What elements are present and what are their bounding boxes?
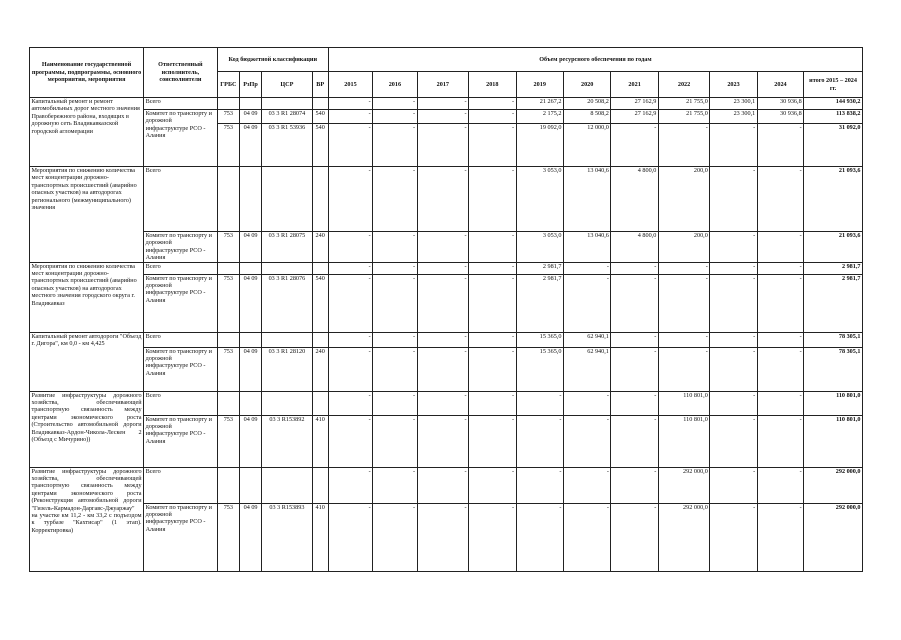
row-total: 78 305,1 [804, 332, 863, 347]
resource-allocation-table [29, 47, 863, 572]
year-value-2017: - [417, 98, 468, 110]
year-value-2019: 2 981,7 [516, 274, 563, 332]
activity-name: Капитальный ремонт и ремонт автомобильных дорог местного значения Правобережного района, входящих в дорожную сеть Владикавказской городской агломерации [30, 98, 144, 167]
rzpr-code [239, 98, 261, 110]
vr-code [312, 167, 328, 232]
rzpr-code: 04 09 [239, 415, 261, 467]
header-total: итого 2015 – 2024 гг. [804, 72, 863, 98]
rzpr-code [239, 332, 261, 347]
grbs-code [217, 98, 239, 110]
year-value-2017: - [417, 332, 468, 347]
grbs-code [217, 332, 239, 347]
year-value-2024: - [757, 503, 803, 571]
year-value-2019: 21 267,2 [516, 98, 563, 110]
year-value-2024: - [757, 274, 803, 332]
year-value-2019: - [516, 503, 563, 571]
grbs-code: 753 [217, 232, 239, 263]
csr-code: 03 3 R1 28074 [262, 110, 312, 124]
year-value-2017: - [417, 110, 468, 124]
executor-name: Комитет по транспорту и дорожной инфраструктуре РСО - Алания [144, 232, 218, 263]
table-row [30, 167, 863, 232]
vr-code: 240 [312, 347, 328, 391]
header-executor-column: Ответственный исполнитель, соисполнители [144, 48, 218, 98]
year-value-2024: - [757, 167, 803, 232]
year-value-2021: 27 162,9 [611, 110, 658, 124]
year-value-2021: - [611, 274, 658, 332]
year-value-2017: - [417, 167, 468, 232]
csr-code: 03 3 R1 28075 [262, 232, 312, 263]
year-value-2017: - [417, 415, 468, 467]
year-value-2023: - [710, 274, 757, 332]
rzpr-code [239, 167, 261, 232]
grbs-code: 753 [217, 124, 239, 167]
year-value-2021: 4 800,0 [611, 167, 658, 232]
year-value-2023: - [710, 232, 757, 263]
year-value-2016: - [373, 110, 417, 124]
vr-code: 540 [312, 274, 328, 332]
csr-code [262, 98, 312, 110]
csr-code: 03 3 R153892 [262, 415, 312, 467]
year-value-2023: - [710, 262, 757, 274]
table-row [30, 232, 863, 263]
executor-total-label: Всего [144, 262, 218, 274]
csr-code [262, 167, 312, 232]
header-resource-volume: Объем ресурсного обеспечения по годам [328, 48, 862, 72]
year-value-2017: - [417, 347, 468, 391]
year-value-2019: 19 092,0 [516, 124, 563, 167]
year-value-2020: - [563, 503, 610, 571]
year-value-2020: - [563, 391, 610, 415]
year-value-2015: - [328, 124, 372, 167]
year-value-2023: - [710, 332, 757, 347]
executor-name: Комитет по транспорту и дорожной инфраструктуре РСО - Алания [144, 110, 218, 167]
row-total: 113 838,2 [804, 110, 863, 124]
vr-code: 410 [312, 503, 328, 571]
year-value-2018: - [469, 167, 516, 232]
year-value-2018: - [469, 347, 516, 391]
header-vr: ВР [312, 72, 328, 98]
header-year-2016: 2016 [373, 72, 417, 98]
row-total: 78 305,1 [804, 347, 863, 391]
year-value-2021: - [611, 503, 658, 571]
rzpr-code: 04 09 [239, 274, 261, 332]
year-value-2016: - [373, 347, 417, 391]
year-value-2016: - [373, 332, 417, 347]
row-total: 31 092,0 [804, 124, 863, 167]
table-row [30, 262, 863, 274]
year-value-2015: - [328, 110, 372, 124]
year-value-2024: 30 936,8 [757, 98, 803, 110]
year-value-2018: - [469, 232, 516, 263]
header-year-2019: 2019 [516, 72, 563, 98]
year-value-2018: - [469, 503, 516, 571]
year-value-2016: - [373, 391, 417, 415]
header-year-2015: 2015 [328, 72, 372, 98]
rzpr-code [239, 467, 261, 503]
year-value-2019: 3 053,0 [516, 167, 563, 232]
year-value-2021: - [611, 391, 658, 415]
year-value-2019: - [516, 391, 563, 415]
year-value-2015: - [328, 415, 372, 467]
year-value-2022: 200,0 [658, 232, 709, 263]
table-row [30, 503, 863, 571]
csr-code: 03 3 R1 28076 [262, 274, 312, 332]
row-total: 292 000,0 [804, 503, 863, 571]
year-value-2022: 110 801,0 [658, 391, 709, 415]
year-value-2015: - [328, 347, 372, 391]
year-value-2015: - [328, 391, 372, 415]
year-value-2018: - [469, 274, 516, 332]
header-year-2023: 2023 [710, 72, 757, 98]
year-value-2018: - [469, 467, 516, 503]
table-row [30, 110, 863, 124]
year-value-2020: - [563, 262, 610, 274]
vr-code: 540 [312, 124, 328, 167]
year-value-2024: - [757, 124, 803, 167]
year-value-2022: - [658, 124, 709, 167]
year-value-2018: - [469, 332, 516, 347]
year-value-2023: 23 300,1 [710, 98, 757, 110]
vr-code: 240 [312, 232, 328, 263]
row-total: 2 981,7 [804, 262, 863, 274]
vr-code [312, 391, 328, 415]
executor-name: Комитет по транспорту и дорожной инфраструктуре РСО - Алания [144, 415, 218, 467]
year-value-2020: - [563, 415, 610, 467]
grbs-code [217, 262, 239, 274]
header-name-column: Наименование государственной программы, подпрограммы, основного мероприятия, мероприятия [30, 48, 144, 98]
rzpr-code [239, 391, 261, 415]
header-year-2021: 2021 [611, 72, 658, 98]
year-value-2015: - [328, 262, 372, 274]
row-total: 110 801,0 [804, 391, 863, 415]
year-value-2021: - [611, 467, 658, 503]
year-value-2018: - [469, 391, 516, 415]
grbs-code: 753 [217, 274, 239, 332]
rzpr-code: 04 09 [239, 503, 261, 571]
year-value-2019: 15 365,0 [516, 347, 563, 391]
year-value-2021: 4 800,0 [611, 232, 658, 263]
year-value-2015: - [328, 98, 372, 110]
executor-total-label: Всего [144, 391, 218, 415]
year-value-2021: 27 162,9 [611, 98, 658, 110]
table-row [30, 415, 863, 467]
year-value-2020: 8 508,2 [563, 110, 610, 124]
year-value-2020: - [563, 274, 610, 332]
vr-code: 540 [312, 110, 328, 124]
year-value-2023: - [710, 167, 757, 232]
year-value-2023: - [710, 467, 757, 503]
activity-name: Мероприятия по снижению количества мест концентрации дорожно-транспортных происшествий (аварийно опасных участков) на автодорогах регионального (межмуниципального) значения [30, 167, 144, 263]
table-row [30, 98, 863, 110]
vr-code: 410 [312, 415, 328, 467]
rzpr-code: 04 09 [239, 110, 261, 124]
year-value-2021: - [611, 262, 658, 274]
year-value-2023: - [710, 503, 757, 571]
year-value-2024: 30 936,8 [757, 110, 803, 124]
header-csr: ЦСР [262, 72, 312, 98]
year-value-2023: 23 300,1 [710, 110, 757, 124]
header-year-2020: 2020 [563, 72, 610, 98]
year-value-2016: - [373, 232, 417, 263]
year-value-2022: - [658, 274, 709, 332]
table-row [30, 274, 863, 332]
rzpr-code: 04 09 [239, 347, 261, 391]
year-value-2024: - [757, 262, 803, 274]
row-total: 21 093,6 [804, 232, 863, 263]
header-budget-code: Код бюджетной классификации [217, 48, 328, 72]
table-row [30, 332, 863, 347]
grbs-code [217, 167, 239, 232]
grbs-code: 753 [217, 415, 239, 467]
year-value-2023: - [710, 415, 757, 467]
header-year-2024: 2024 [757, 72, 803, 98]
vr-code [312, 98, 328, 110]
year-value-2017: - [417, 391, 468, 415]
rzpr-code [239, 262, 261, 274]
year-value-2023: - [710, 124, 757, 167]
header-rzpr: РзПр [239, 72, 261, 98]
year-value-2020: - [563, 467, 610, 503]
year-value-2017: - [417, 503, 468, 571]
year-value-2018: - [469, 98, 516, 110]
year-value-2015: - [328, 467, 372, 503]
rzpr-code: 04 09 [239, 124, 261, 167]
executor-name: Комитет по транспорту и дорожной инфраструктуре РСО - Алания [144, 503, 218, 571]
year-value-2018: - [469, 415, 516, 467]
row-total: 21 093,6 [804, 167, 863, 232]
year-value-2017: - [417, 262, 468, 274]
activity-name: Капитальный ремонт автодороги "Объезд г. Дигора", км 0,0 - км 4,425 [30, 332, 144, 391]
year-value-2024: - [757, 232, 803, 263]
year-value-2024: - [757, 415, 803, 467]
table-row [30, 467, 863, 503]
year-value-2019: 3 053,0 [516, 232, 563, 263]
year-value-2017: - [417, 274, 468, 332]
activity-name: Мероприятия по снижению количества мест концентрации дорожно-транспортных происшествий (аварийно опасных участков) на автодорогах местного значения городского округа г. Владикавказ [30, 262, 144, 332]
vr-code [312, 262, 328, 274]
grbs-code: 753 [217, 347, 239, 391]
year-value-2020: 12 000,0 [563, 124, 610, 167]
budget-table-sheet [29, 47, 863, 572]
executor-total-label: Всего [144, 98, 218, 110]
vr-code [312, 467, 328, 503]
year-value-2021: - [611, 415, 658, 467]
year-value-2019: 2 175,2 [516, 110, 563, 124]
year-value-2016: - [373, 167, 417, 232]
year-value-2020: 13 040,6 [563, 232, 610, 263]
row-total: 2 981,7 [804, 274, 863, 332]
executor-total-label: Всего [144, 467, 218, 503]
executor-name: Комитет по транспорту и дорожной инфраструктуре РСО - Алания [144, 274, 218, 332]
header-grbs: ГРБС [217, 72, 239, 98]
year-value-2021: - [611, 347, 658, 391]
year-value-2022: 21 755,0 [658, 110, 709, 124]
year-value-2016: - [373, 415, 417, 467]
grbs-code: 753 [217, 110, 239, 124]
header-year-2017: 2017 [417, 72, 468, 98]
year-value-2021: - [611, 124, 658, 167]
year-value-2017: - [417, 232, 468, 263]
row-total: 292 000,0 [804, 467, 863, 503]
year-value-2022: 110 801,0 [658, 415, 709, 467]
year-value-2023: - [710, 391, 757, 415]
activity-name: Развитие инфраструктуры дорожного хозяйства, обеспечивающей транспортную связанность между центрами экономического роста (Реконструкция автомобильной дороги "Гизель-Кармадон-Даргавс-Джуаржау" на участке км 11,2 - км 33,2 с подъездом к турбазе "Кахтисар" (1 этап). Корректировка) [30, 467, 144, 571]
row-total: 144 930,2 [804, 98, 863, 110]
csr-code [262, 332, 312, 347]
year-value-2022: 292 000,0 [658, 503, 709, 571]
table-row [30, 391, 863, 415]
executor-total-label: Всего [144, 167, 218, 232]
year-value-2019: - [516, 467, 563, 503]
year-value-2020: 13 040,6 [563, 167, 610, 232]
year-value-2023: - [710, 347, 757, 391]
year-value-2022: - [658, 332, 709, 347]
year-value-2015: - [328, 503, 372, 571]
year-value-2016: - [373, 262, 417, 274]
year-value-2024: - [757, 332, 803, 347]
table-row [30, 347, 863, 391]
year-value-2019: 15 365,0 [516, 332, 563, 347]
year-value-2017: - [417, 467, 468, 503]
year-value-2022: 292 000,0 [658, 467, 709, 503]
year-value-2016: - [373, 274, 417, 332]
executor-total-label: Всего [144, 332, 218, 347]
header-year-2022: 2022 [658, 72, 709, 98]
year-value-2019: - [516, 415, 563, 467]
year-value-2019: 2 981,7 [516, 262, 563, 274]
table-body [30, 98, 863, 572]
activity-name: Развитие инфраструктуры дорожного хозяйства, обеспечивающей транспортную связанность между центрами экономического роста (Строительство автомобильной дороги Владикавказ-Ардон-Чикола-Лескен 2 (Объезд с Мичурино)) [30, 391, 144, 467]
csr-code: 03 3 R1 28120 [262, 347, 312, 391]
row-total: 110 801,0 [804, 415, 863, 467]
header-year-2018: 2018 [469, 72, 516, 98]
year-value-2015: - [328, 332, 372, 347]
year-value-2022: 200,0 [658, 167, 709, 232]
year-value-2015: - [328, 232, 372, 263]
year-value-2018: - [469, 124, 516, 167]
year-value-2020: 62 940,1 [563, 347, 610, 391]
year-value-2020: 20 508,2 [563, 98, 610, 110]
executor-name: Комитет по транспорту и дорожной инфраструктуре РСО - Алания [144, 347, 218, 391]
grbs-code [217, 391, 239, 415]
year-value-2022: - [658, 347, 709, 391]
year-value-2022: 21 755,0 [658, 98, 709, 110]
year-value-2016: - [373, 98, 417, 110]
grbs-code [217, 467, 239, 503]
year-value-2016: - [373, 503, 417, 571]
vr-code [312, 332, 328, 347]
csr-code: 03 3 R1 53936 [262, 124, 312, 167]
csr-code: 03 3 R153893 [262, 503, 312, 571]
year-value-2021: - [611, 332, 658, 347]
grbs-code: 753 [217, 503, 239, 571]
rzpr-code: 04 09 [239, 232, 261, 263]
year-value-2020: 62 940,1 [563, 332, 610, 347]
year-value-2015: - [328, 167, 372, 232]
year-value-2015: - [328, 274, 372, 332]
year-value-2017: - [417, 124, 468, 167]
csr-code [262, 391, 312, 415]
csr-code [262, 262, 312, 274]
year-value-2024: - [757, 467, 803, 503]
year-value-2024: - [757, 347, 803, 391]
year-value-2016: - [373, 124, 417, 167]
year-value-2024: - [757, 391, 803, 415]
year-value-2016: - [373, 467, 417, 503]
year-value-2018: - [469, 262, 516, 274]
year-value-2018: - [469, 110, 516, 124]
csr-code [262, 467, 312, 503]
year-value-2022: - [658, 262, 709, 274]
